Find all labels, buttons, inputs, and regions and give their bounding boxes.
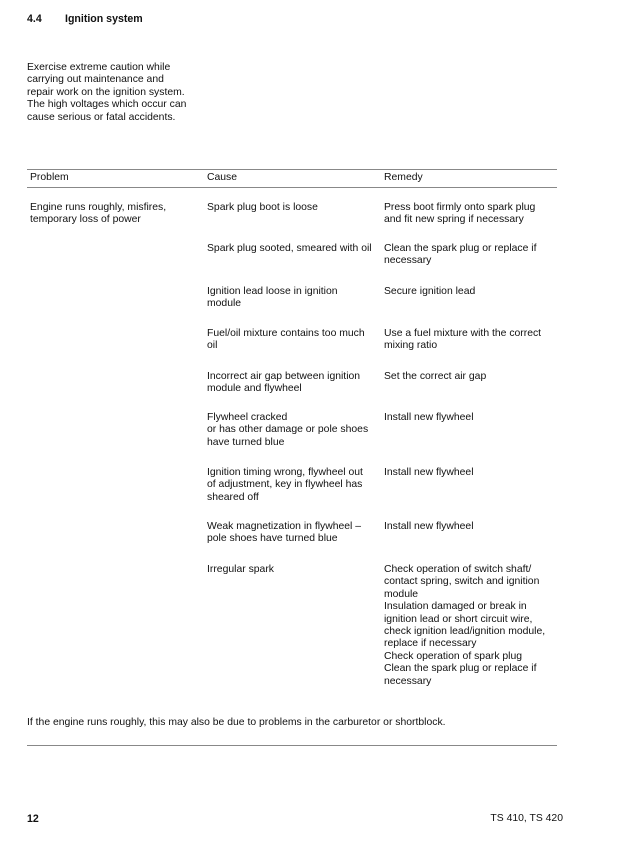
remedy-cell: Clean the spark plug or replace if necessary	[384, 243, 537, 267]
cause-cell: Spark plug sooted, smeared with oil	[207, 243, 372, 254]
table-header	[27, 169, 557, 188]
page-number: 12	[27, 813, 39, 825]
header-problem: Problem	[30, 172, 69, 183]
cause-cell: Fuel/oil mixture contains too much oil	[207, 328, 365, 352]
problem-cell: Engine runs roughly, misfires, temporary loss of power	[30, 202, 167, 226]
cause-cell: Ignition timing wrong, flywheel out of adjustment, key in flywheel has sheared off	[207, 467, 363, 503]
remedy-cell: Install new flywheel	[384, 412, 474, 423]
cause-cell: Irregular spark	[207, 564, 274, 575]
remedy-cell: Press boot firmly onto spark plug and fit new spring if necessary	[384, 202, 536, 226]
remedy-cell: Install new flywheel	[384, 467, 474, 478]
section-number: 4.4	[27, 13, 42, 25]
cause-cell: Incorrect air gap between ignition module and flywheel	[207, 371, 361, 395]
model-designation: TS 410, TS 420	[490, 813, 563, 824]
section-title: Ignition system	[65, 13, 143, 25]
remedy-cell: Use a fuel mixture with the correct mixing ratio	[384, 328, 542, 352]
remedy-cell: Secure ignition lead	[384, 286, 476, 297]
cause-cell: Spark plug boot is loose	[207, 202, 318, 213]
header-cause: Cause	[207, 172, 238, 183]
cause-cell: Flywheel cracked or has other damage or pole shoes have turned blue	[207, 412, 369, 448]
header-remedy: Remedy	[384, 172, 423, 183]
caution-text: Exercise extreme caution while carrying out maintenance and repair work on the ignition system. The high voltages which occur can cause serious or fatal accidents.	[27, 62, 187, 123]
remedy-cell: Set the correct air gap	[384, 371, 487, 382]
section-heading	[27, 13, 143, 25]
remedy-cell: Check operation of switch shaft/ contact spring, switch and ignition module Insulation damaged or break in ignition lead or short circuit wire, check ignition lead/ignition module, replace if necessary Check operation of spark plug Clean the spark plug or replace if necessary	[384, 564, 546, 687]
remedy-cell: Install new flywheel	[384, 521, 474, 532]
footnote: If the engine runs roughly, this may also be due to problems in the carburetor or shortblock.	[27, 717, 446, 728]
cause-cell: Ignition lead loose in ignition module	[207, 286, 338, 310]
footer-divider	[27, 745, 557, 746]
cause-cell: Weak magnetization in flywheel – pole shoes have turned blue	[207, 521, 362, 545]
